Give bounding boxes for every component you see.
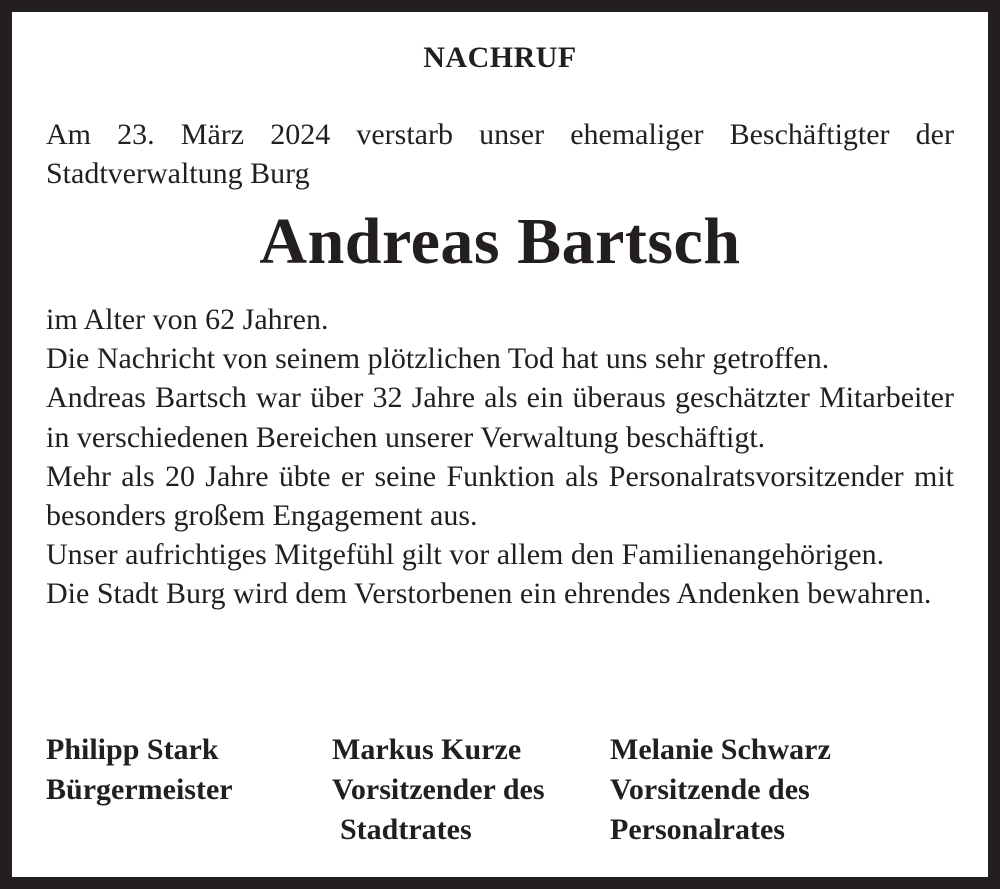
signatory-staff-council-chair <box>610 730 831 850</box>
signatory-title: Bürgermeister <box>46 773 233 806</box>
body-paragraph: Mehr als 20 Jahre übte er seine Funktion als Personalratsvorsitzender mit besonders großem Engagement aus. <box>46 459 954 533</box>
signatory-title: Vorsitzende des <box>610 773 810 806</box>
intro-text: Am 23. März 2024 verstarb unser ehemaliger Beschäftigter der Stadtverwaltung Burg <box>46 118 954 190</box>
body-paragraph: Unser aufrichtiges Mitgefühl gilt vor allem den Familienangehörigen. <box>46 538 885 572</box>
age-line: im Alter von 62 Jahren. <box>46 303 329 336</box>
signatory-name: Melanie Schwarz <box>610 733 831 766</box>
body-paragraph: Andreas Bartsch war über 32 Jahre als ein überaus geschätzter Mitarbeiter in verschiedenen Bereichen unserer Verwaltung beschäftigt. <box>46 381 954 454</box>
obituary-notice <box>12 12 988 877</box>
notice-heading: NACHRUF <box>423 41 577 74</box>
signatory-title: Stadtrates <box>340 813 472 846</box>
deceased-name: Andreas Bartsch <box>259 205 741 278</box>
signatory-title: Vorsitzender des <box>332 773 545 806</box>
signatory-mayor <box>46 730 233 810</box>
signatory-name: Markus Kurze <box>332 733 522 766</box>
signatory-title: Personalrates <box>610 813 785 846</box>
obituary-body <box>46 300 954 614</box>
signatory-council-chair <box>332 730 545 850</box>
body-paragraph: Die Stadt Burg wird dem Verstorbenen ein ehrendes Andenken bewahren. <box>46 577 932 611</box>
body-paragraph: Die Nachricht von seinem plötzlichen Tod hat uns sehr getroffen. <box>46 342 830 376</box>
signatory-name: Philipp Stark <box>46 733 219 766</box>
